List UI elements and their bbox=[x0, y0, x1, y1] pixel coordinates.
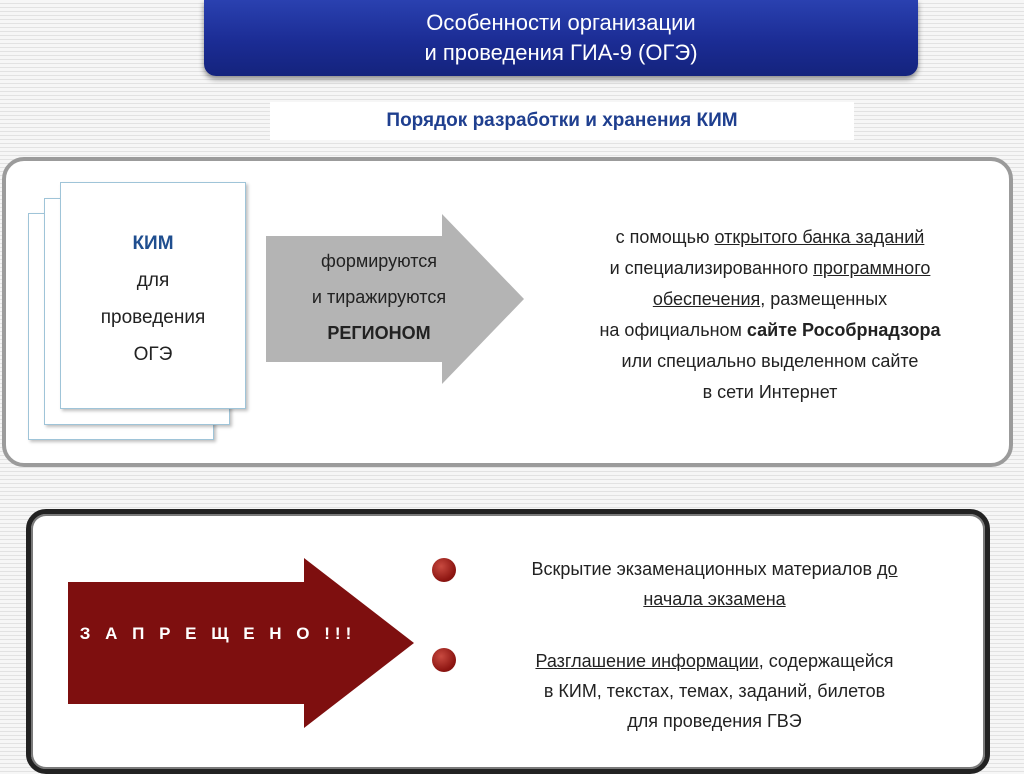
gray-arrow-text bbox=[266, 243, 492, 351]
arrow-line-2: и тиражируются bbox=[311, 287, 447, 307]
desc-line-1 bbox=[556, 222, 984, 253]
arrow-line-1: формируются bbox=[321, 251, 437, 271]
item2-line-2: в КИМ, текстах, темах, заданий, билетов bbox=[543, 681, 886, 701]
prohibition-item-2 bbox=[462, 646, 967, 736]
kim-line-3: проведения bbox=[100, 307, 206, 328]
desc-l4-text: на официальном bbox=[599, 320, 747, 340]
desc-line-5: или специально выделенном сайте bbox=[621, 351, 919, 371]
item2-text: , содержащейся bbox=[758, 651, 894, 671]
desc-l3-text: , размещенных bbox=[760, 289, 888, 309]
item1-underline-2: начала экзамена bbox=[643, 589, 786, 609]
software-link-part-2: обеспечения bbox=[652, 289, 761, 309]
arrow-line-3: РЕГИОНОМ bbox=[327, 323, 431, 343]
kim-line-2: для bbox=[136, 270, 170, 291]
title-line-2: и проведения ГИА-9 (ОГЭ) bbox=[424, 40, 698, 65]
title-line-1: Особенности организации bbox=[426, 10, 696, 35]
open-task-bank-link: открытого банка заданий bbox=[714, 227, 925, 247]
desc-l1-text: с помощью bbox=[615, 227, 715, 247]
desc-line-3 bbox=[556, 284, 984, 315]
kim-document-text bbox=[60, 225, 246, 373]
kim-line-4: ОГЭ bbox=[133, 344, 173, 365]
rosobrnadzor-site: сайте Рособрнадзора bbox=[746, 320, 941, 340]
desc-line-2 bbox=[556, 253, 984, 284]
forbidden-label: З А П Р Е Щ Е Н О !!! bbox=[79, 624, 357, 643]
software-link-part-1: программного bbox=[813, 258, 931, 278]
item2-underline: Разглашение информации bbox=[535, 651, 759, 671]
desc-line-4 bbox=[556, 315, 984, 346]
item1-underline-1: до bbox=[877, 559, 898, 579]
desc-line-6: в сети Интернет bbox=[702, 382, 838, 402]
item1-line-1 bbox=[462, 554, 967, 584]
kim-title: КИМ bbox=[132, 233, 174, 254]
desc-l2-text: и специализированного bbox=[609, 258, 814, 278]
item1-line-2 bbox=[462, 584, 967, 614]
subtitle: Порядок разработки и хранения КИМ bbox=[270, 102, 854, 140]
item2-line-3: для проведения ГВЭ bbox=[627, 711, 802, 731]
prohibition-item-1 bbox=[462, 554, 967, 614]
item1-text: Вскрытие экзаменационных материалов bbox=[531, 559, 878, 579]
bullet-icon bbox=[432, 558, 456, 582]
bullet-icon bbox=[432, 648, 456, 672]
description-text bbox=[556, 222, 984, 408]
title-banner bbox=[204, 0, 918, 76]
item2-line-1 bbox=[462, 646, 967, 676]
